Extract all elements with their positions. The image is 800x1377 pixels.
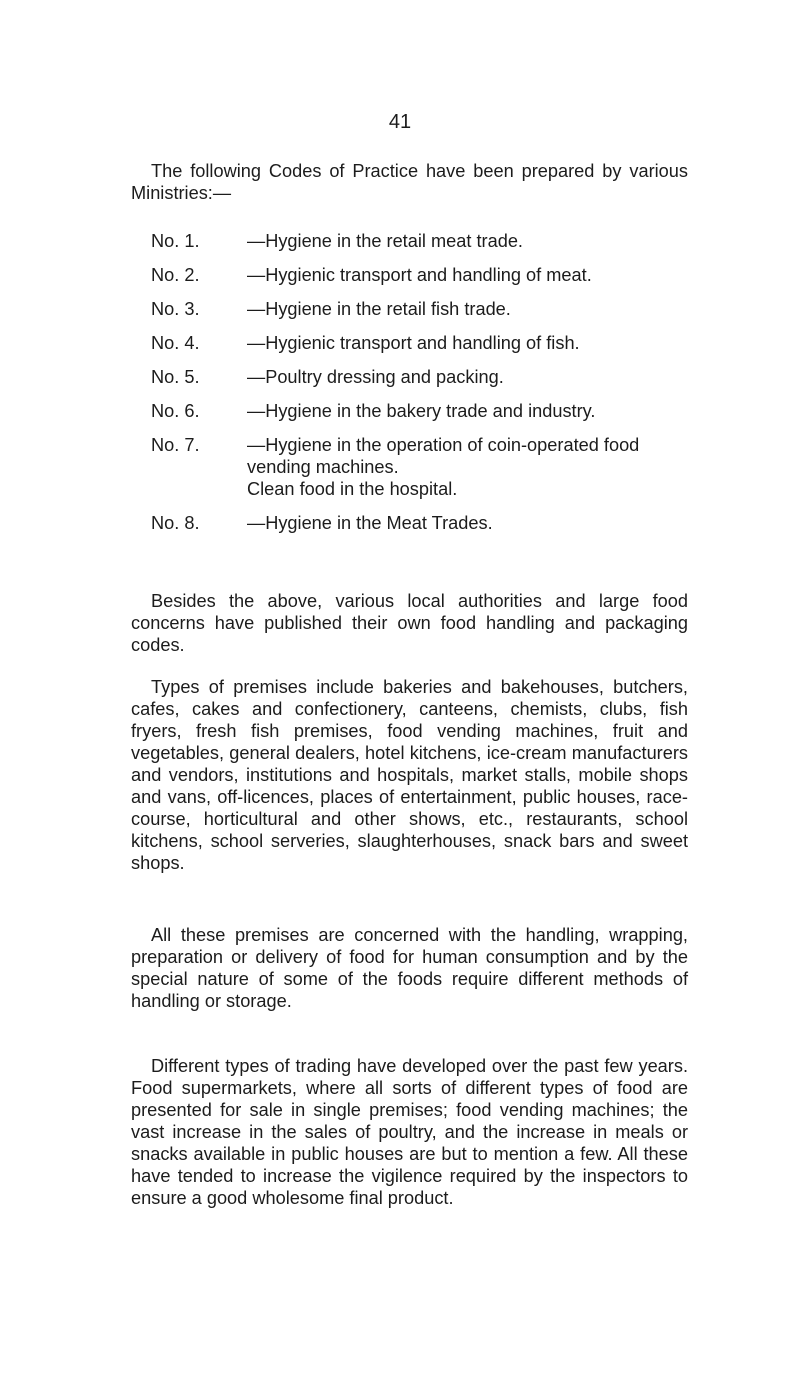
paragraph-besides: Besides the above, various local authorities and large food concerns have published their own food handling and packaging codes. [131, 591, 688, 655]
code-item-6 [151, 400, 691, 422]
code-title: —Hygiene in the retail fish trade. [247, 299, 511, 319]
code-number: No. 3. [151, 299, 200, 319]
paragraph-types-of-trading: Different types of trading have developed over the past few years. Food supermarkets, where all sorts of different types of food are presented for sale in single premises; food vending machines; the vast increase in the sales of poultry, and the increase in meals or snacks available in public houses are but to mention a few. All these have tended to increase the vigilence required by the inspectors to ensure a good wholesome final product. [131, 1056, 688, 1208]
code-title: —Hygiene in the bakery trade and industry. [247, 401, 596, 421]
code-number: No. 1. [151, 231, 200, 251]
code-title: —Hygiene in the Meat Trades. [247, 513, 493, 533]
code-item-1 [151, 230, 691, 252]
code-item-4 [151, 332, 691, 354]
paragraph-types-of-premises: Types of premises include bakeries and bakehouses, butchers, cafes, cakes and confectionery, canteens, chemists, clubs, fish fryers, fresh fish premises, food vending machines, fruit and vegetables, general dealers, hotel kitchens, ice-cream manufacturers and vendors, institutions and hospitals, market stalls, mobile shops and vans, off-licences, places of entertainment, public houses, race-course, horticultural and other shows, etc., restaurants, school kitchens, school serveries, slaughterhouses, snack bars and sweet shops. [131, 677, 688, 873]
code-title: —Hygienic transport and handling of meat. [247, 265, 592, 285]
code-item-8 [151, 512, 691, 534]
code-item-7 [151, 434, 691, 500]
code-title: —Hygiene in the operation of coin-operated food vending machines. [247, 435, 640, 477]
code-number: No. 2. [151, 265, 200, 285]
code-number: No. 5. [151, 367, 200, 387]
code-subtitle: Clean food in the hospital. [247, 479, 458, 499]
code-number: No. 4. [151, 333, 200, 353]
code-number: No. 6. [151, 401, 200, 421]
code-title: —Hygienic transport and handling of fish. [247, 333, 580, 353]
page-number: 41 [388, 111, 412, 133]
code-number: No. 7. [151, 435, 200, 455]
intro-paragraph: The following Codes of Practice have been prepared by various Ministries:— [131, 161, 688, 203]
code-item-3 [151, 298, 691, 320]
paragraph-premises-concerned: All these premises are concerned with the handling, wrapping, preparation or delivery of food for human consumption and by the special nature of some of the foods require different methods of handling or storage. [131, 925, 688, 1011]
code-number: No. 8. [151, 513, 200, 533]
code-item-2 [151, 264, 691, 286]
code-title: —Hygiene in the retail meat trade. [247, 231, 523, 251]
code-title-block [247, 434, 691, 500]
code-item-5 [151, 366, 691, 388]
codes-of-practice-list [151, 230, 691, 546]
code-title: —Poultry dressing and packing. [247, 367, 504, 387]
